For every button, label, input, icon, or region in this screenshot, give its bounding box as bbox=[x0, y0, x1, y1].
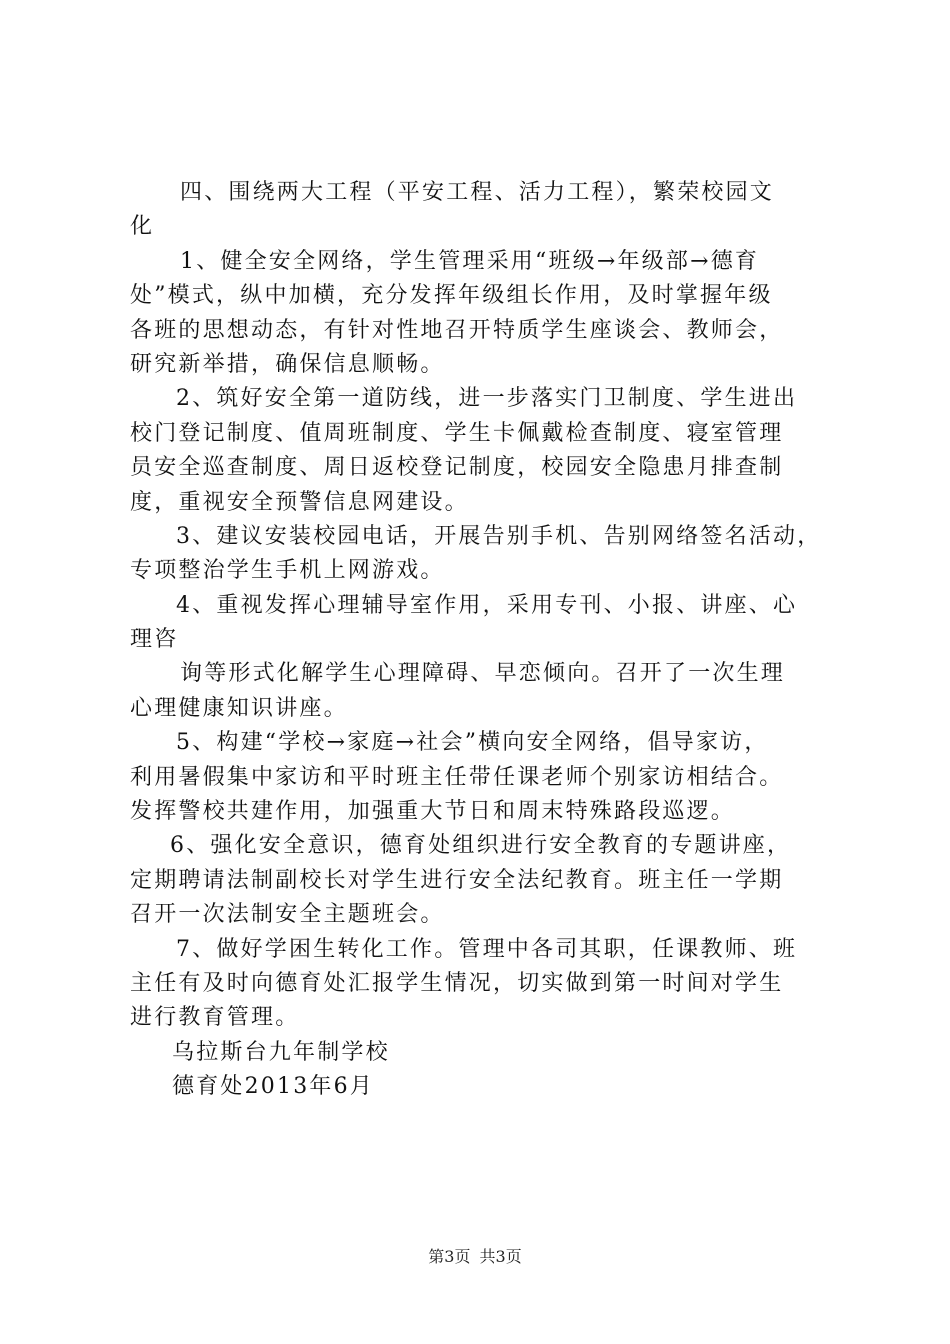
paragraph-7-line: 进行教育管理。 bbox=[130, 1005, 300, 1031]
paragraph-5-line: 发挥警校共建作用，加强重大节日和周末特殊路段巡逻。 bbox=[130, 799, 736, 825]
section-heading: 四、围绕两大工程（平安工程、活力工程），繁荣校园文 bbox=[180, 180, 775, 205]
paragraph-4-line: 心理健康知识讲座。 bbox=[130, 695, 348, 721]
paragraph-7-line: 主任有及时向德育处汇报学生情况，切实做到第一时间对学生 bbox=[130, 970, 784, 996]
paragraph-4-line: 4、重视发挥心理辅导室作用，采用专刊、小报、讲座、心 bbox=[176, 592, 798, 618]
section-heading-continued: 化 bbox=[130, 214, 155, 240]
paragraph-2-line: 度，重视安全预警信息网建设。 bbox=[130, 489, 469, 515]
paragraph-4-line: 询等形式化解学生心理障碍、早恋倾向。召开了一次生理 bbox=[180, 661, 786, 687]
paragraph-4-line: 理咨 bbox=[130, 627, 179, 653]
paragraph-7-line: 7、做好学困生转化工作。管理中各司其职，任课教师、班 bbox=[176, 936, 798, 962]
page-number: 第3页 bbox=[428, 1247, 471, 1266]
document-body bbox=[130, 176, 835, 1105]
paragraph-6-line: 定期聘请法制副校长对学生进行安全法纪教育。班主任一学期 bbox=[130, 867, 784, 893]
paragraph-3-line: 3、建议安装校园电话，开展告别手机、告别网络签名活动， bbox=[176, 523, 822, 549]
paragraph-5-line: 5、构建“学校→家庭→社会”横向安全网络，倡导家访， bbox=[176, 730, 769, 756]
paragraph-2-line: 2、筑好安全第一道防线，进一步落实门卫制度、学生进出 bbox=[176, 386, 798, 412]
paragraph-5-line: 利用暑假集中家访和平时班主任带任课老师个别家访相结合。 bbox=[130, 764, 784, 790]
signature-school: 乌拉斯台九年制学校 bbox=[172, 1039, 390, 1065]
signature-date: 德育处2013年6月 bbox=[172, 1074, 374, 1100]
paragraph-1-line: 各班的思想动态，有针对性地召开特质学生座谈会、教师会， bbox=[130, 317, 784, 343]
paragraph-6-line: 6、强化安全意识，德育处组织进行安全教育的专题讲座， bbox=[170, 833, 792, 859]
paragraph-1-line: 处”模式，纵中加横，充分发挥年级组长作用，及时掌握年级 bbox=[130, 283, 773, 309]
page-total: 共3页 bbox=[479, 1247, 522, 1266]
paragraph-2-line: 员安全巡查制度、周日返校登记制度，校园安全隐患月排查制 bbox=[130, 455, 784, 481]
page-footer bbox=[0, 1244, 950, 1267]
paragraph-1-line: 1、健全安全网络，学生管理采用“班级→年级部→德育 bbox=[180, 248, 760, 274]
paragraph-1-line: 研究新举措，确保信息顺畅。 bbox=[130, 351, 445, 377]
paragraph-6-line: 召开一次法制安全主题班会。 bbox=[130, 902, 445, 928]
paragraph-2-line: 校门登记制度、值周班制度、学生卡佩戴检查制度、寝室管理 bbox=[130, 420, 784, 446]
paragraph-3-line: 专项整治学生手机上网游戏。 bbox=[130, 558, 445, 584]
